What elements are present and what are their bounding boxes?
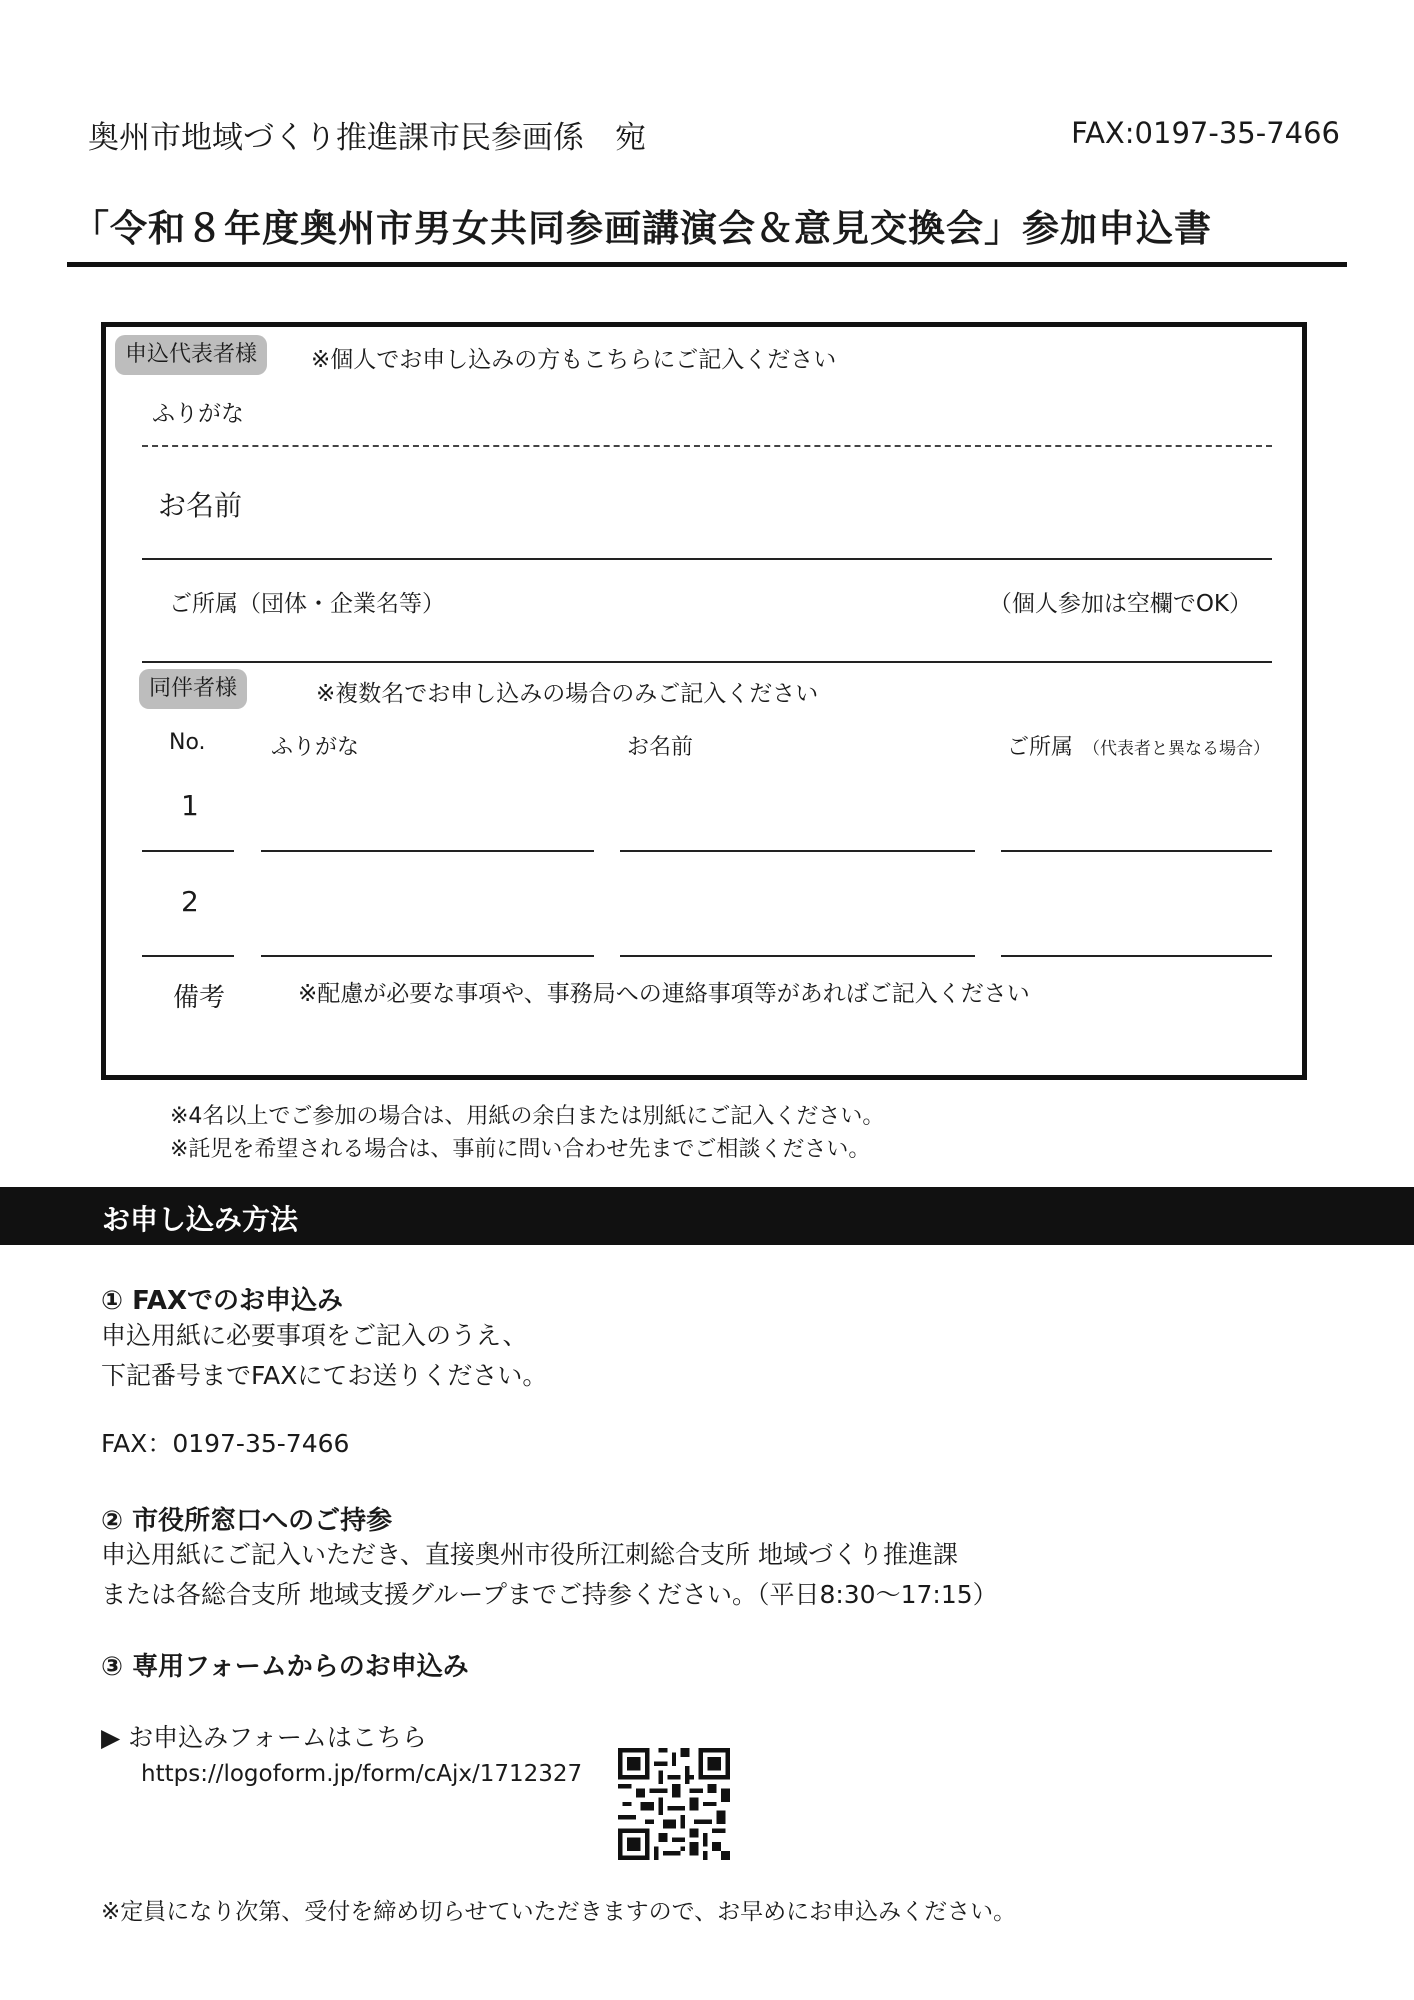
application-form <box>101 322 1307 1080</box>
office-method-text <box>101 1535 998 1615</box>
name-label: お名前 <box>158 489 243 522</box>
row-number: 1 <box>181 789 199 822</box>
column-affiliation-label: ご所属 <box>1007 735 1074 760</box>
column-no: No. <box>169 730 206 755</box>
remarks-label: 備考 <box>173 983 226 1013</box>
representative-tag: 申込代表者様 <box>115 335 267 375</box>
furigana-field[interactable] <box>142 445 1272 447</box>
column-name: お名前 <box>627 735 694 760</box>
fax-number-header: FAX:0197-35-7466 <box>1071 116 1340 150</box>
fax-number: FAX：0197-35-7466 <box>101 1429 350 1458</box>
form-notes <box>170 1100 884 1166</box>
row-1-name-field[interactable] <box>620 850 975 852</box>
row-number: 2 <box>181 885 199 918</box>
online-method-heading: ③ 専用フォームからのお申込み <box>101 1652 469 1682</box>
affiliation-label: ご所属（団体・企業名等） <box>169 591 445 617</box>
form-link-label: ▶ お申込みフォームはこちら <box>101 1723 427 1752</box>
representative-note: ※個人でお申し込みの方もこちらにご記入ください <box>311 347 837 373</box>
column-furigana: ふりがな <box>271 735 360 760</box>
furigana-label: ふりがな <box>152 401 244 427</box>
fax-method-line: 下記番号までFAXにてお送りください。 <box>101 1361 548 1390</box>
footer-note: ※定員になり次第、受付を締め切らせていただきますので、お早めにお申込みください。 <box>101 1899 1017 1925</box>
row-1-affiliation-field[interactable] <box>1001 850 1272 852</box>
row-2-furigana-field[interactable] <box>261 955 594 957</box>
name-field[interactable] <box>142 558 1272 560</box>
form-url-link[interactable]: https://logoform.jp/form/cAjx/1712327 <box>141 1761 583 1787</box>
column-affiliation-note: （代表者と異なる場合） <box>1083 739 1271 759</box>
office-method-heading: ② 市役所窓口へのご持参 <box>101 1506 393 1536</box>
office-method-line: または各総合支所 地域支援グループまでご持参ください。（平日8:30〜17:15） <box>101 1580 998 1609</box>
remarks-note: ※配慮が必要な事項や、事務局への連絡事項等があればご記入ください <box>298 981 1030 1007</box>
methods-title: お申し込み方法 <box>102 1203 299 1236</box>
row-1-furigana-field[interactable] <box>261 850 594 852</box>
row-2-affiliation-field[interactable] <box>1001 955 1272 957</box>
remarks-field[interactable] <box>286 1017 1266 1067</box>
fax-method-text <box>101 1316 547 1396</box>
fax-method-heading: ① FAXでのお申込み <box>101 1286 344 1316</box>
note-line: ※託児を希望される場合は、事前に問い合わせ先までご相談ください。 <box>170 1137 871 1162</box>
page-title: 「令和８年度奥州市男女共同参画講演会＆意見交換会」参加申込書 <box>72 207 1212 250</box>
row-2-no-line <box>142 955 234 957</box>
affiliation-field[interactable] <box>142 661 1272 663</box>
row-1-no-line <box>142 850 234 852</box>
companion-tag: 同伴者様 <box>139 669 247 709</box>
affiliation-note: （個人参加は空欄でOK） <box>988 591 1252 617</box>
addressee: 奥州市地域づくり推進課市民参画係 宛 <box>88 120 646 156</box>
row-2-name-field[interactable] <box>620 955 975 957</box>
fax-method-line: 申込用紙に必要事項をご記入のうえ、 <box>101 1321 528 1350</box>
companion-note: ※複数名でお申し込みの場合のみご記入ください <box>316 681 819 707</box>
column-affiliation <box>1007 730 1270 761</box>
office-method-line: 申込用紙にご記入いただき、直接奥州市役所江刺総合支所 地域づくり推進課 <box>101 1540 958 1569</box>
title-divider <box>67 262 1347 267</box>
qr-code[interactable] <box>618 1748 730 1860</box>
note-line: ※4名以上でご参加の場合は、用紙の余白または別紙にご記入ください。 <box>170 1104 885 1129</box>
